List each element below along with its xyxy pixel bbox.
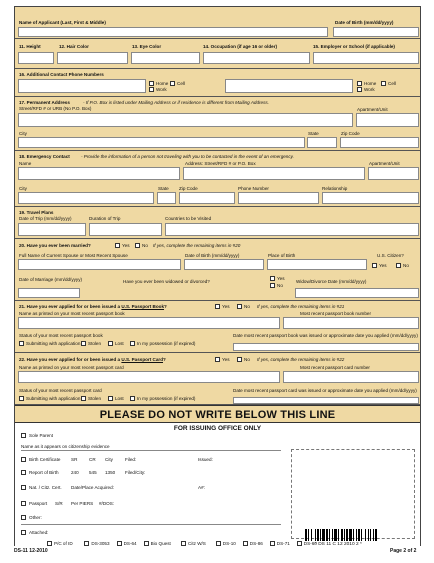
emergency-contact-section: [15, 151, 420, 207]
work-label-2: Work: [364, 87, 375, 92]
attached-form-checkbox[interactable]: [117, 541, 122, 546]
card-submitted-checkbox[interactable]: [19, 396, 24, 401]
widowed-question: Have you ever been widowed or divorced?: [123, 279, 210, 284]
card-stolen-checkbox[interactable]: [81, 396, 86, 401]
trip-duration-field[interactable]: [89, 223, 162, 236]
phone2-cell-checkbox[interactable]: [381, 81, 386, 86]
per-piers-label: Per PIERS: [71, 501, 94, 506]
passport-card-question: [19, 357, 166, 362]
phone-field-1[interactable]: [18, 79, 146, 93]
passport-card-question-mark: ?: [163, 357, 166, 362]
birth-cert-label: Birth Certificate: [29, 457, 61, 462]
emergency-city-field[interactable]: [18, 192, 154, 204]
emergency-phone-field[interactable]: [238, 192, 319, 204]
filed-label: Filed:: [125, 457, 137, 462]
emergency-note: - Provide the information of a person not traveling with you to be contacted in the event of an emergency.: [81, 154, 294, 159]
widowed-yes-label: Yes: [277, 276, 285, 281]
height-field[interactable]: [18, 52, 54, 64]
sole-parent-label: Sole Parent: [29, 433, 54, 438]
card-number-label: Most recent passport card number: [300, 365, 370, 370]
book-lost-checkbox[interactable]: [108, 341, 113, 346]
card-lost-label: Lost: [115, 396, 124, 401]
zip-label: Zip Code: [341, 131, 360, 136]
spouse-name-field[interactable]: [18, 259, 181, 270]
card-yes-label: Yes: [222, 357, 230, 362]
card-issued-field[interactable]: [233, 397, 419, 404]
height-label: 11. Height: [19, 44, 41, 49]
street-field[interactable]: [18, 113, 353, 127]
occupation-field[interactable]: [203, 52, 310, 64]
book-possession-checkbox[interactable]: [130, 341, 135, 346]
passport-book-question-text: 21. Have you ever applied for or been issued a: [19, 304, 122, 309]
book-lost-label: Lost: [115, 341, 124, 346]
attached-label: Attached:: [29, 530, 49, 535]
home-label: Home: [156, 81, 169, 86]
book-yes-label: Yes: [222, 304, 230, 309]
trip-date-field[interactable]: [18, 223, 86, 236]
other-line: [21, 524, 281, 525]
employer-field[interactable]: [313, 52, 419, 64]
emergency-phone-label: Phone Number: [238, 186, 269, 191]
attached-form-checkbox[interactable]: [297, 541, 302, 546]
permanent-address-title: 17. Permanent Address: [19, 100, 70, 105]
travel-title: 19. Travel Plans: [19, 210, 54, 215]
spouse-pob-field[interactable]: [267, 259, 367, 270]
marriage-date-field[interactable]: [18, 288, 80, 298]
emergency-city-label: City: [19, 186, 27, 191]
phone2-home-checkbox[interactable]: [357, 81, 362, 86]
dob-label: Date of Birth (mm/dd/yyyy): [335, 20, 394, 25]
married-note: If yes, complete the remaining items in #20: [153, 243, 241, 248]
applicant-name-field[interactable]: [18, 27, 328, 37]
book-number-label: Most recent passport book number: [300, 311, 371, 316]
street-label: Street/RFD # or URB (No P.O. Box): [19, 106, 92, 111]
attached-form-checkbox[interactable]: [270, 541, 275, 546]
emergency-state-label: State: [158, 186, 169, 191]
countries-field[interactable]: [165, 223, 419, 236]
married-yes-label: Yes: [122, 243, 130, 248]
occupation-label: 14. Occupation (if age 16 or older): [203, 44, 278, 49]
passport-book-section: [15, 301, 420, 353]
evidence-label: Name as it appears on citizenship evidence: [21, 444, 110, 449]
passport-checkbox[interactable]: [21, 501, 26, 506]
attached-form-checkbox[interactable]: [216, 541, 221, 546]
code-1350-label: 1350: [105, 470, 116, 475]
emergency-relationship-label: Relationship: [322, 186, 348, 191]
work-label: Work: [156, 87, 167, 92]
evidence-line: [21, 450, 281, 451]
card-note: If yes, complete the remaining items in #22: [257, 357, 345, 362]
widowed-no-label: No: [277, 283, 283, 288]
hair-field[interactable]: [57, 52, 128, 64]
other-label: Other:: [29, 515, 42, 520]
permanent-address-section: [15, 97, 420, 151]
s-r-label: S/R: [55, 501, 63, 506]
attached-form-checkbox[interactable]: [243, 541, 248, 546]
cell-label: Cell: [177, 81, 185, 86]
citizen-no-label: No: [403, 263, 409, 268]
phone-field-2[interactable]: [225, 79, 353, 93]
book-no-label: No: [244, 304, 250, 309]
card-name-field[interactable]: [18, 371, 280, 383]
book-name-label: Name as printed on your most recent passport book: [19, 311, 125, 316]
passport-book-question: [19, 304, 167, 309]
employer-label: 15. Employer or School (if applicable): [313, 44, 395, 49]
dob-field[interactable]: [333, 27, 419, 37]
phone1-cell-checkbox[interactable]: [170, 81, 175, 86]
contact-phone-title: 16. Additional Contact Phone Numbers: [19, 72, 104, 77]
marriage-section: [15, 239, 420, 301]
home-label-2: Home: [364, 81, 377, 86]
filed-city-label: Filed/City:: [125, 470, 146, 475]
book-submitted-label: Submitting with application: [26, 341, 81, 346]
attached-form-label: DS-86: [249, 541, 263, 546]
do-not-write-banner: PLEASE DO NOT WRITE BELOW THIS LINE: [15, 405, 420, 423]
passport-card-section: [15, 353, 420, 405]
attached-form-label: DS-60: [303, 541, 317, 546]
card-name-label: Name as printed on your most recent passport card: [19, 365, 124, 370]
card-issued-label: Date most recent passport card was issued or approximate date you applied (mm/dd/yyyy): [233, 388, 417, 393]
issued-label: Issued:: [198, 457, 213, 462]
city-label: City: [19, 131, 27, 136]
book-status-label: Status of your most recent passport book: [19, 333, 103, 338]
cell-label-2: Cell: [388, 81, 396, 86]
book-submitted-checkbox[interactable]: [19, 341, 24, 346]
attached-form-checkbox[interactable]: [181, 541, 186, 546]
widowed-yes-checkbox[interactable]: [270, 276, 275, 281]
zip-field[interactable]: [340, 137, 419, 148]
physical-section: [15, 39, 420, 69]
dos-label: #/DOS:: [99, 501, 115, 506]
emergency-title: 18. Emergency Contact: [19, 154, 70, 159]
book-stolen-label: Stolen: [88, 341, 102, 346]
attached-form-label: Bio Quest: [150, 541, 171, 546]
trip-date-label: Date of Trip (mm/dd/yyyy): [19, 216, 72, 221]
card-number-field[interactable]: [283, 371, 419, 383]
sr-label: SR: [71, 457, 78, 462]
married-yes-checkbox[interactable]: [115, 243, 120, 248]
hair-label: 12. Hair Color: [59, 44, 89, 49]
attached-form-label: DS-10: [222, 541, 236, 546]
issuing-office-title: FOR ISSUING OFFICE ONLY: [173, 425, 262, 432]
photo-area: [291, 449, 415, 539]
divorce-date-label: Widow/Divorce Date (mm/dd/yyyy): [296, 279, 367, 284]
state-field[interactable]: [307, 137, 337, 148]
book-number-field[interactable]: [283, 317, 419, 329]
form-number: DS-11 12-2010: [14, 548, 48, 554]
book-possession-label: In my possession (if expired): [137, 341, 196, 346]
widowed-no-checkbox[interactable]: [270, 283, 275, 288]
attached-form-checkbox[interactable]: [47, 541, 52, 546]
married-no-label: No: [142, 243, 148, 248]
marriage-date-label: Date of Marriage (mm/dd/yyyy): [19, 277, 83, 282]
page-number: Page 2 of 2: [390, 548, 417, 554]
permanent-address-note: - If P.O. Box is listed under Mailing Address or if residence is different from Mailing Address.: [83, 100, 269, 105]
applicant-name-label: Name of Applicant (Last, First & Middle): [19, 20, 106, 25]
city-code-label: City: [105, 457, 113, 462]
code-240-label: 240: [71, 470, 79, 475]
book-no-checkbox[interactable]: [237, 304, 242, 309]
barcode-text: * DS 11 C 12 2010 2 *: [315, 542, 362, 547]
spouse-label: Full Name of Current Spouse or Most Recent Spouse: [19, 253, 128, 258]
book-yes-checkbox[interactable]: [215, 304, 220, 309]
countries-label: Countries to be Visited: [165, 216, 212, 221]
passport-book-question-mark: ?: [164, 304, 167, 309]
emergency-address-label: Address: Street/RFD # or P.O. Box: [185, 161, 256, 166]
emergency-name-label: Name: [19, 161, 32, 166]
attached-form-checkbox[interactable]: [144, 541, 149, 546]
attached-form-label: DS-3053: [91, 541, 110, 546]
naturalization-label: Nat. / Citz. Cert.: [29, 485, 62, 490]
emergency-relationship-field[interactable]: [322, 192, 419, 204]
applicant-name-section: [15, 7, 420, 39]
card-lost-checkbox[interactable]: [108, 396, 113, 401]
trip-duration-label: Duration of Trip: [89, 216, 121, 221]
emergency-state-field[interactable]: [157, 192, 176, 204]
attached-form-label: Citz W/S: [188, 541, 206, 546]
cr-label: CR: [89, 457, 96, 462]
card-status-label: Status of your most recent passport card: [19, 388, 102, 393]
spouse-pob-label: Place of Birth: [268, 253, 296, 258]
emergency-zip-label: Zip Code: [179, 186, 198, 191]
report-of-birth-label: Report of Birth: [29, 470, 59, 475]
travel-plans-section: [15, 207, 420, 239]
emergency-name-field[interactable]: [18, 167, 180, 180]
code-545-label: 545: [89, 470, 97, 475]
book-issued-label: Date most recent passport book was issued or approximate date you applied (mm/dd/yyyy): [233, 333, 418, 338]
barcode: [305, 529, 415, 541]
attached-form-checkbox[interactable]: [84, 541, 89, 546]
citizen-yes-label: Yes: [379, 263, 387, 268]
emergency-apt-label: Apartment/Unit: [369, 161, 400, 166]
birth-cert-checkbox[interactable]: [21, 457, 26, 462]
married-question: 20. Have you ever been married?: [19, 243, 91, 248]
apt-label: Apartment/Unit: [357, 107, 388, 112]
attached-form-label: DS-71: [276, 541, 290, 546]
book-issued-field[interactable]: [233, 343, 419, 351]
eye-field[interactable]: [131, 52, 200, 64]
phone1-home-checkbox[interactable]: [149, 81, 154, 86]
card-yes-checkbox[interactable]: [215, 357, 220, 362]
other-checkbox[interactable]: [21, 515, 26, 520]
emergency-address-field[interactable]: [183, 167, 365, 180]
passport-card-term: U.S. Passport Card: [121, 357, 164, 362]
sole-parent-checkbox[interactable]: [21, 433, 26, 438]
book-note: If yes, complete the remaining items in #21: [257, 304, 345, 309]
attached-form-label: P/C of ID: [54, 541, 73, 546]
spouse-dob-field[interactable]: [184, 259, 264, 270]
citizen-yes-checkbox[interactable]: [372, 263, 377, 268]
citizen-no-checkbox[interactable]: [396, 263, 401, 268]
spouse-dob-label: Date of Birth (mm/dd/yyyy): [185, 253, 240, 258]
married-no-checkbox[interactable]: [135, 243, 140, 248]
passport-form-page: [14, 6, 421, 546]
card-submitted-label: Submitting with application: [26, 396, 81, 401]
book-stolen-checkbox[interactable]: [81, 341, 86, 346]
naturalization-checkbox[interactable]: [21, 485, 26, 490]
a-number-label: A#:: [198, 485, 205, 490]
emergency-zip-field[interactable]: [179, 192, 235, 204]
contact-phone-section: [15, 69, 420, 97]
citizen-label: U.S. Citizen?: [377, 253, 404, 258]
card-stolen-label: Stolen: [88, 396, 102, 401]
divorce-date-field[interactable]: [295, 288, 419, 298]
emergency-apt-field[interactable]: [368, 167, 419, 180]
card-possession-label: In my possession (if expired): [137, 396, 196, 401]
attached-form-label: DS-64: [123, 541, 137, 546]
card-possession-checkbox[interactable]: [130, 396, 135, 401]
passport-label: Passport: [29, 501, 48, 506]
date-place-label: Date/Place Acquired:: [71, 485, 114, 490]
report-of-birth-checkbox[interactable]: [21, 470, 26, 475]
book-name-field[interactable]: [18, 317, 280, 329]
passport-card-question-text: 22. Have you ever applied for or been issued a: [19, 357, 122, 362]
eye-label: 13. Eye Color: [132, 44, 162, 49]
passport-book-term: U.S. Passport Book: [121, 304, 165, 309]
state-label: State: [308, 131, 319, 136]
apt-field[interactable]: [356, 113, 419, 127]
attached-checkbox[interactable]: [21, 530, 26, 535]
phone2-work-checkbox[interactable]: [357, 87, 362, 92]
phone1-work-checkbox[interactable]: [149, 87, 154, 92]
card-no-checkbox[interactable]: [237, 357, 242, 362]
city-field[interactable]: [18, 137, 305, 148]
card-no-label: No: [244, 357, 250, 362]
